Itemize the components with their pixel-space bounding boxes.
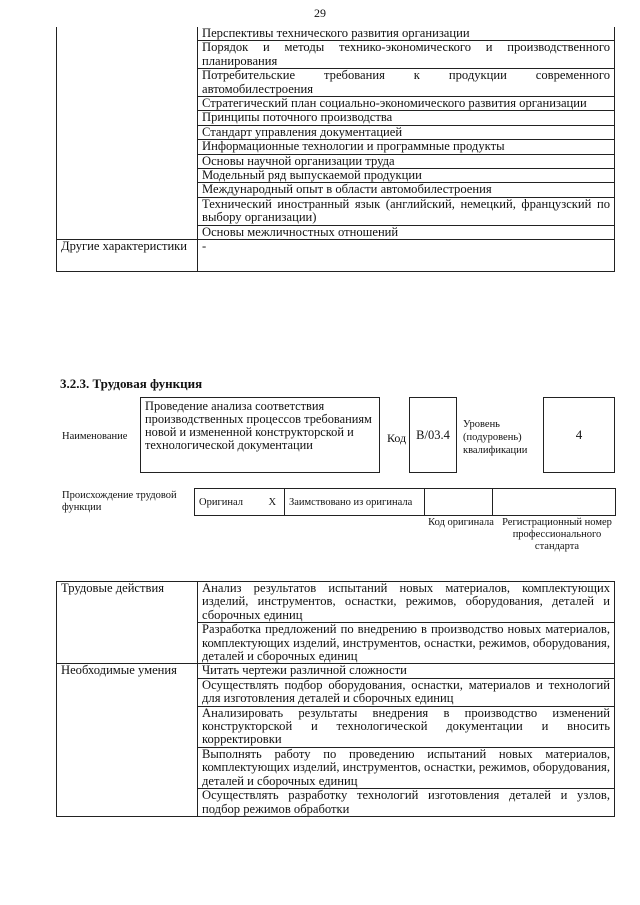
knowledge-item: Стратегический план социально-экономического развития организации [198, 97, 615, 111]
action-item: Разработка предложений по внедрению в производство новых материалов, комплектующих изделий, инструментов, оснастки, режимов, оборудования, деталей и сборочных единиц [198, 623, 615, 664]
skill-item: Читать чертежи различной сложности [198, 664, 615, 678]
origin-original: Оригинал [195, 489, 261, 516]
level-label: Уровень (подуровень) квалификации [463, 419, 528, 456]
other-characteristics-value: - [198, 240, 615, 272]
knowledge-item: Технический иностранный язык (английский, немецкий, французский по выбору организации) [198, 197, 615, 225]
knowledge-item: Порядок и методы технико-экономического и производственного планирования [198, 41, 615, 69]
function-name-box: Проведение анализа соответствия производственных процессов требованиям новой и измененной конструкторской и технологической документации [140, 397, 380, 473]
skill-item: Выполнять работу по проведению испытаний новых материалов, комплектующих изделий, инструментов, оснастки, режимов, оборудования, деталей и сборочных единиц [198, 747, 615, 788]
code-label: Код [387, 431, 407, 445]
skill-item: Осуществлять подбор оборудования, оснастки, материалов и технологий для изготовления деталей и сборочных единиц [198, 678, 615, 706]
knowledge-item: Международный опыт в области автомобилестроения [198, 183, 615, 197]
functions-table [56, 581, 615, 817]
caption-reg: Регистрационный номер профессионального стандарта [502, 517, 612, 552]
other-characteristics-label: Другие характеристики [57, 240, 198, 272]
knowledge-item: Принципы поточного производства [198, 111, 615, 125]
caption-code: Код оригинала [428, 517, 494, 528]
knowledge-item: Перспективы технического развития организации [198, 27, 615, 41]
origin-table [194, 488, 616, 516]
knowledge-item: Основы научной организации труда [198, 154, 615, 168]
knowledge-item: Стандарт управления документацией [198, 125, 615, 139]
origin-borrowed: Заимствовано из оригинала [285, 489, 425, 516]
knowledge-item: Модельный ряд выпускаемой продукции [198, 169, 615, 183]
skill-item: Осуществлять разработку технологий изготовления деталей и узлов, подбор режимов обработки [198, 789, 615, 817]
skills-label: Необходимые умения [57, 664, 198, 816]
actions-label: Трудовые действия [57, 582, 198, 664]
knowledge-item: Информационные технологии и программные продукты [198, 140, 615, 154]
section-title: 3.2.3. Трудовая функция [60, 376, 203, 391]
page-number: 29 [314, 6, 326, 20]
origin-label: Происхождение трудовой функции [62, 490, 177, 513]
knowledge-table [56, 27, 615, 272]
knowledge-item: Основы межличностных отношений [198, 225, 615, 239]
origin-reg-cell [493, 489, 616, 516]
level-value-box: 4 [543, 397, 615, 473]
knowledge-label-cell [57, 27, 198, 240]
origin-code-cell [425, 489, 493, 516]
knowledge-item: Потребительские требования к продукции современного автомобилестроения [198, 69, 615, 97]
name-label: Наименование [62, 431, 128, 442]
action-item: Анализ результатов испытаний новых материалов, комплектующих изделий, инструментов, оснастки, режимов, оборудования, деталей и сборочных единиц [198, 582, 615, 623]
origin-mark: X [261, 489, 285, 516]
skill-item: Анализировать результаты внедрения в производство изменений конструкторской и технологической документации и вносить корректировки [198, 706, 615, 747]
code-value-box: B/03.4 [409, 397, 457, 473]
